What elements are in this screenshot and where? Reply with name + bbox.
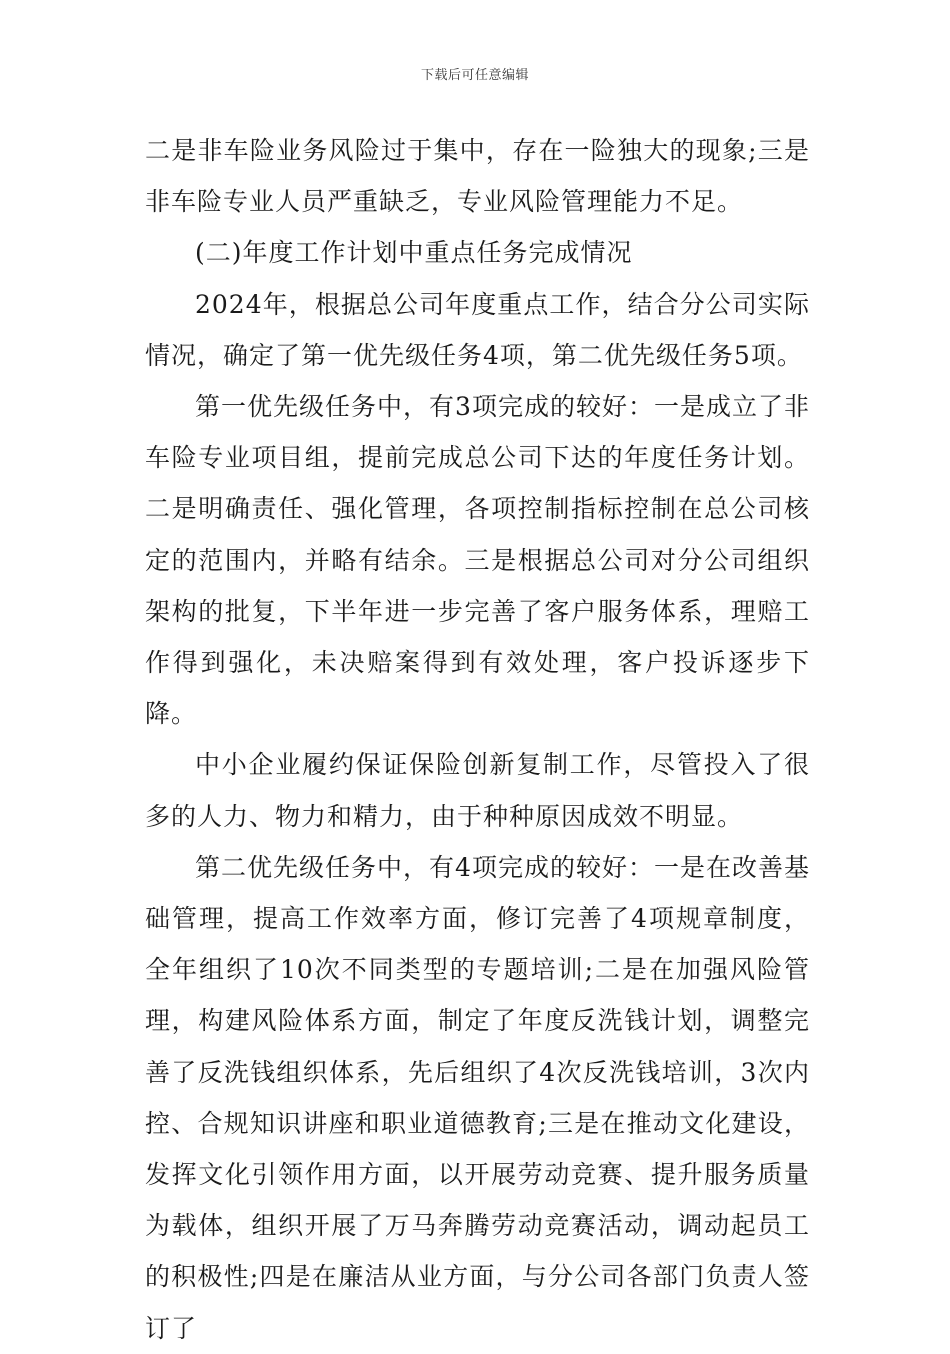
document-body (145, 125, 810, 1354)
section-heading: (二)年度工作计划中重点任务完成情况 (195, 238, 633, 268)
paragraph: 第二优先级任务中，有4项完成的较好：一是在改善基础管理，提高工作效率方面，修订完善了4项规章制度，全年组织了10次不同类型的专题培训;二是在加强风险管理，构建风险体系方面，制定了年度反洗钱计划，调整完善了反洗钱组织体系，先后组织了4次反洗钱培训，3次内控、合规知识讲座和职业道德教育;三是在推动文化建设，发挥文化引领作用方面，以开展劳动竞赛、提升服务质量为载体，组织开展了万马奔腾劳动竞赛活动，调动起员工的积极性;四是在廉洁从业方面，与分公司各部门负责人签订了 (145, 852, 810, 1343)
paragraph: 中小企业履约保证保险创新复制工作，尽管投入了很多的人力、物力和精力，由于种种原因成效不明显。 (145, 750, 810, 831)
paragraph: 2024年，根据总公司年度重点工作，结合分公司实际情况，确定了第一优先级任务4项，第二优先级任务5项。 (145, 289, 810, 370)
header-note: 下载后可任意编辑 (420, 68, 529, 83)
paragraph-continuation: 二是非车险业务风险过于集中，存在一险独大的现象;三是非车险专业人员严重缺乏，专业风险管理能力不足。 (145, 136, 810, 217)
paragraph: 第一优先级任务中，有3项完成的较好：一是成立了非车险专业项目组，提前完成总公司下达的年度任务计划。二是明确责任、强化管理，各项控制指标控制在总公司核定的范围内，并略有结余。三是根据总公司对分公司组织架构的批复，下半年进一步完善了客户服务体系，理赔工作得到强化，未决赔案得到有效处理，客户投诉逐步下降。 (145, 392, 810, 729)
